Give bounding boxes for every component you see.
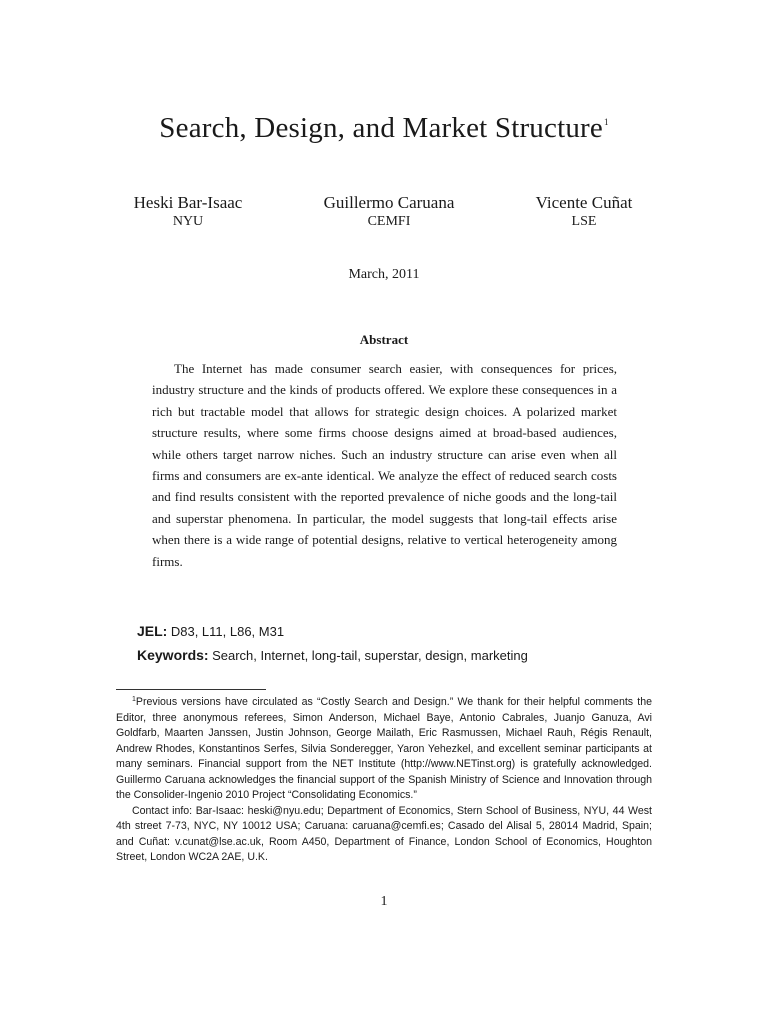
footnote-acknowledgements	[116, 692, 652, 804]
author-name: Heski Bar-Isaac	[133, 193, 243, 212]
paper-title-text: Search, Design, and Market Structure	[159, 112, 603, 144]
footnote-acknowledgements-text: Previous versions have circulated as “Costly Search and Design.” We thank for their helpful comments the Editor, three anonymous referees, Simon Anderson, Michael Baye, Antonio Cabrales, Juanjo Ganuza, Avi Goldfarb, Maarten Janssen, Justin Johnson, George Mailath, Eric Rasmussen, Michael Rauh, Régis Renault, Andrew Rhodes, Konstantinos Serfes, Silvia Sonderegger, Yaron Yehezkel, and excellent seminar participants at many seminars. Financial support from the NET Institute (http://www.NETinst.org) is gratefully acknowledged. Guillermo Caruana acknowledges the financial support of the Spanish Ministry of Science and Innovation through the Consolider-Ingenio 2010 Project “Consolidating Economics.”	[116, 696, 652, 801]
author-name: Vicente Cuñat	[535, 193, 633, 212]
author-block-3	[500, 192, 668, 231]
keywords-label: Keywords:	[137, 647, 209, 663]
jel-label: JEL:	[137, 623, 168, 639]
author-affiliation: LSE	[571, 214, 597, 229]
author-block-1	[108, 192, 268, 231]
publication-date: March, 2011	[348, 267, 420, 282]
footnote-mark: 1	[132, 696, 136, 703]
footnotes	[116, 692, 652, 866]
keywords-list: Search, Internet, long-tail, superstar, design, marketing	[212, 648, 528, 663]
author-affiliation: NYU	[172, 214, 204, 229]
keywords-line	[137, 647, 528, 665]
abstract-text: The Internet has made consumer search easier, with consequences for prices, industry structure and the kinds of products offered. We explore these consequences in a rich but tractable model that allows for strategic design choices. A polarized market structure results, where some firms choose designs aimed at broad-based audiences, while others target narrow niches. Such an industry structure can arise even when all firms and consumers are ex-ante identical. We analyze the effect of reduced search costs and find results consistent with the reported prevalence of niche goods and the long-tail and superstar phenomena. In particular, the model suggests that long-tail effects arise when there is a wide range of potential designs, relative to vertical heterogeneity among firms.	[152, 361, 617, 569]
author-name: Guillermo Caruana	[323, 193, 455, 212]
author-affiliation: CEMFI	[367, 214, 411, 229]
footnote-contact-info: Contact info: Bar-Isaac: heski@nyu.edu; Department of Economics, Stern School of Business, NYU, 44 West 4th street 7-73, NYC, NY 10012 USA; Caruana: caruana@cemfi.es; Casado del Alisal 5, 28014 Madrid, Spain; and Cuñat: v.cunat@lse.ac.uk, Room A450, Department of Finance, London School of Economics, Houghton Street, London WC2A 2AE, U.K.	[116, 804, 652, 863]
title-footnote-mark: 1	[603, 117, 609, 127]
page-number: 1	[380, 894, 388, 909]
abstract-heading: Abstract	[359, 332, 409, 347]
author-block-2	[300, 192, 478, 231]
jel-line	[137, 623, 284, 641]
footnote-divider	[116, 689, 266, 690]
jel-codes: D83, L11, L86, M31	[170, 624, 285, 639]
paper-title	[0, 112, 768, 145]
